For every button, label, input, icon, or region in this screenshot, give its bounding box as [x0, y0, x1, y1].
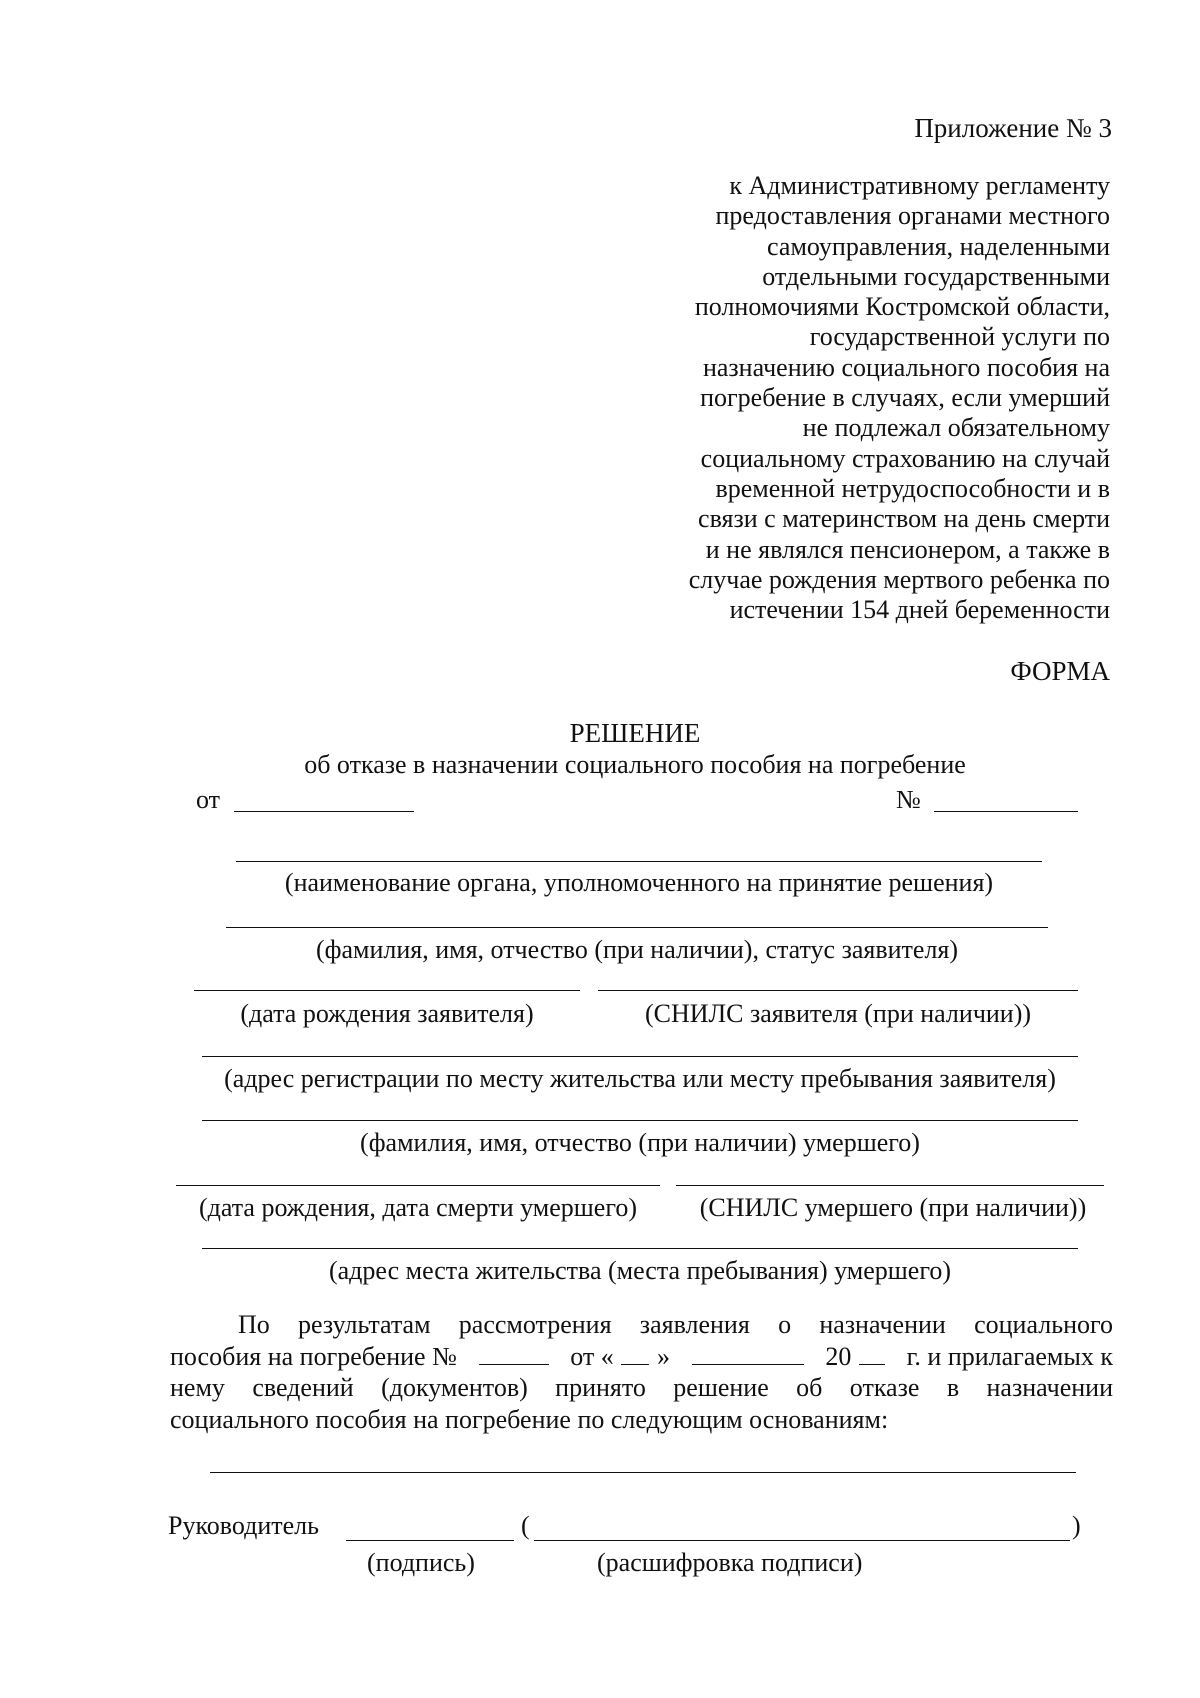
regulation-line: истечении 154 дней беременности [729, 595, 1110, 625]
decision-paragraph [170, 1309, 1113, 1435]
close-paren: ) [1072, 1511, 1081, 1540]
regulation-reference [660, 171, 1110, 625]
regulation-line: к Административному регламенту [729, 171, 1110, 200]
signature-decode-blank[interactable] [534, 1540, 1070, 1541]
number-label: № [896, 785, 921, 814]
regulation-line: временной нетрудоспособности и в [715, 473, 1110, 503]
deceased-snils-caption: (СНИЛС умершего (при наличии)) [699, 1193, 1087, 1222]
application-year-blank[interactable] [859, 1344, 885, 1365]
applicant-snils-caption: (СНИЛС заявителя (при наличии)) [644, 999, 1032, 1028]
deceased-address-caption: (адрес места жительства (места пребывания) умершего) [328, 1256, 952, 1285]
authority-caption: (наименование органа, уполномоченного на принятие решения) [284, 868, 994, 897]
regulation-line: социальному страхованию на случай [700, 443, 1110, 473]
signature-decode-caption: (расшифровка подписи) [597, 1548, 863, 1577]
application-date-open: от « [570, 1341, 614, 1371]
applicant-birth-caption: (дата рождения заявителя) [240, 999, 534, 1028]
document-subtitle: об отказе в назначении социального пособия на погребение [304, 750, 966, 779]
appendix-number: Приложение № 3 [914, 113, 1112, 143]
deceased-name-caption: (фамилия, имя, отчество (при наличии) умершего) [360, 1128, 920, 1157]
regulation-line: предоставления органами местного [715, 201, 1110, 231]
signature-blank[interactable] [346, 1540, 514, 1541]
authority-blank[interactable] [236, 861, 1042, 862]
date-label: от [196, 785, 221, 814]
regulation-line: погребение в случаях, если умерший [700, 383, 1110, 413]
applicant-name-blank[interactable] [226, 927, 1048, 928]
deceased-address-blank[interactable] [202, 1248, 1078, 1249]
regulation-line: полномочиями Костромской области, [694, 292, 1110, 322]
paragraph-line-4: социального пособия на погребение по следующим основаниям: [170, 1404, 889, 1434]
paragraph-line-3: нему сведений (документов) принято решение об отказе в назначении [170, 1373, 1113, 1402]
paragraph-line-2 [170, 1341, 1113, 1373]
document-title: РЕШЕНИЕ [569, 718, 701, 748]
head-label: Руководитель [168, 1511, 319, 1540]
deceased-dates-caption: (дата рождения, дата смерти умершего) [198, 1193, 637, 1222]
open-paren: ( [521, 1511, 530, 1540]
regulation-line: не подлежал обязательному [802, 413, 1110, 443]
regulation-line: связи с материнством на день смерти [698, 504, 1110, 534]
applicant-address-blank[interactable] [202, 1056, 1078, 1057]
date-blank[interactable] [234, 811, 414, 812]
paragraph-line-1: По результатам рассмотрения заявления о назначении социального [238, 1310, 1113, 1339]
deceased-snils-blank[interactable] [676, 1185, 1104, 1186]
applicant-snils-blank[interactable] [598, 990, 1078, 991]
number-blank[interactable] [934, 811, 1078, 812]
application-year-prefix: 20 [825, 1341, 852, 1371]
application-month-blank[interactable] [692, 1344, 804, 1365]
application-number-blank[interactable] [479, 1344, 549, 1365]
applicant-address-caption: (адрес регистрации по месту жительства или месту пребывания заявителя) [224, 1064, 1056, 1093]
regulation-line: случае рождения мертвого ребенка по [688, 564, 1110, 594]
application-day-blank[interactable] [621, 1344, 649, 1365]
regulation-line: государственной услуги по [809, 322, 1110, 352]
form-label: ФОРМА [1010, 656, 1110, 686]
regulation-line: назначению социального пособия на [702, 352, 1110, 382]
deceased-dates-blank[interactable] [176, 1185, 660, 1186]
applicant-birth-blank[interactable] [194, 990, 580, 991]
application-year-suffix: г. и прилагаемых к [906, 1341, 1113, 1371]
application-number-label: пособия на погребение № [170, 1341, 457, 1371]
grounds-blank[interactable] [210, 1472, 1076, 1473]
deceased-name-blank[interactable] [202, 1120, 1078, 1121]
applicant-name-caption: (фамилия, имя, отчество (при наличии), статус заявителя) [315, 935, 959, 964]
application-date-close: » [657, 1341, 671, 1371]
regulation-line: самоуправления, наделенными [767, 231, 1110, 261]
signature-caption: (подпись) [367, 1548, 475, 1577]
regulation-line: отдельными государственными [762, 261, 1110, 291]
regulation-line: и не являлся пенсионером, а также в [705, 534, 1110, 564]
